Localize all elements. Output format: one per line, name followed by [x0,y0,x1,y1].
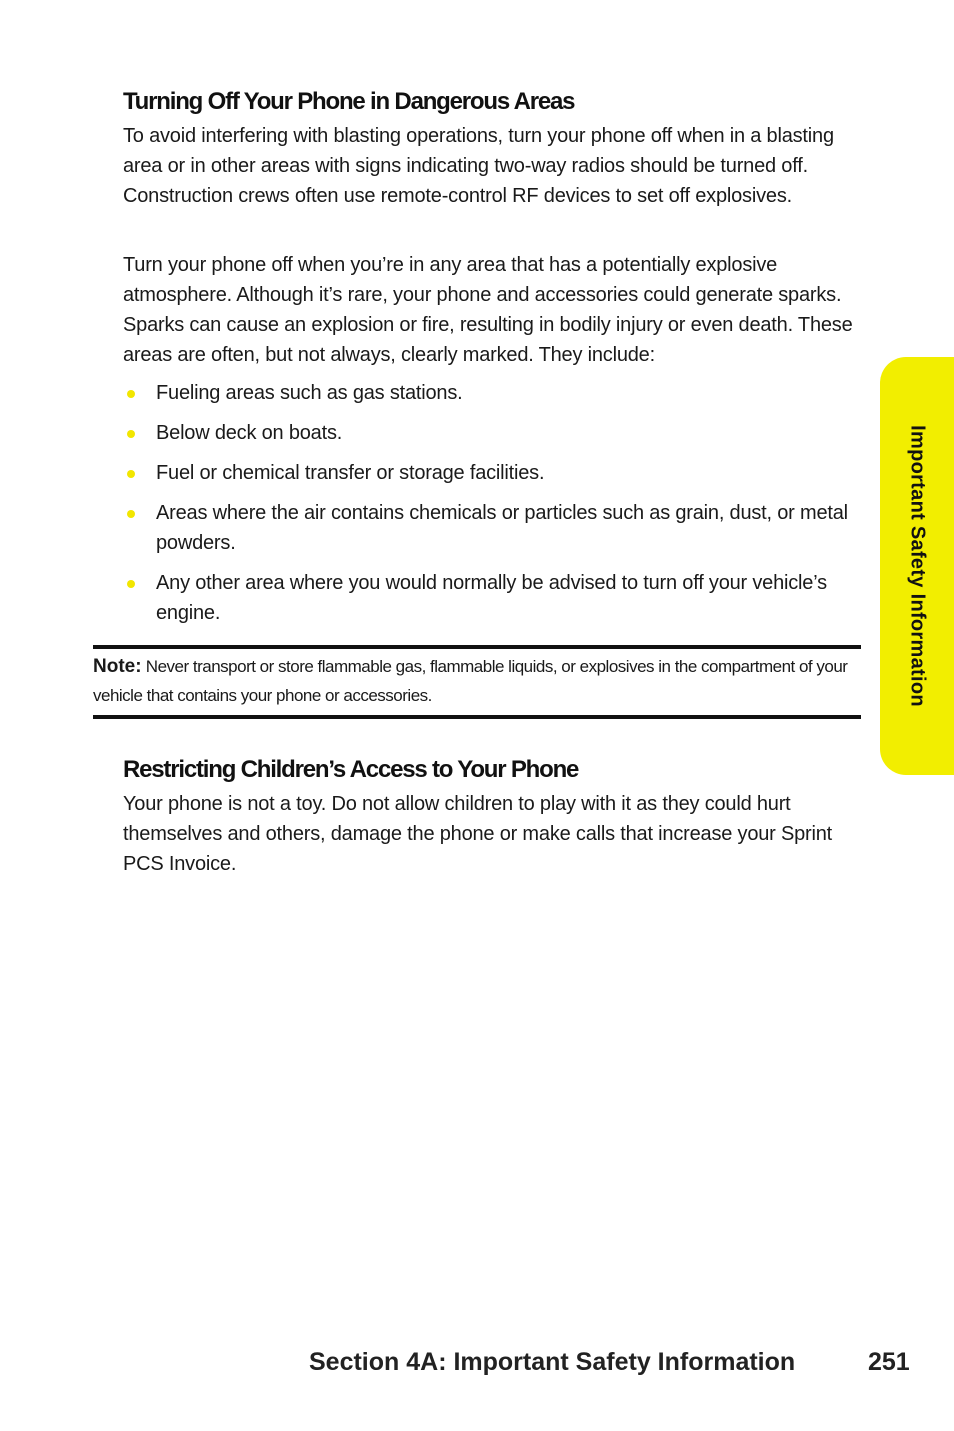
heading-childrens-access: Restricting Children’s Access to Your Phone [123,756,579,783]
note-box [93,652,861,710]
bullet-dot-icon [127,510,135,518]
side-tab-label: Important Safety Information [906,425,929,707]
list-item-text: Any other area where you would normally be advised to turn off your vehicle’s engine. [156,572,827,624]
paragraph-not-a-toy: Your phone is not a toy. Do not allow children to play with it as they could hurt themselves and others, damage the phone or make calls that increase your Sprint PCS Invoice. [123,793,833,875]
heading-dangerous-areas: Turning Off Your Phone in Dangerous Areas [123,88,575,115]
list-item [123,458,863,488]
list-item [123,498,863,558]
list-item-text: Areas where the air contains chemicals or particles such as grain, dust, or metal powders. [156,502,848,554]
dangerous-areas-list [123,378,863,638]
list-item-text: Fueling areas such as gas stations. [156,382,463,404]
bullet-dot-icon [127,470,135,478]
footer-section-title: Section 4A: Important Safety Information [309,1348,796,1376]
note-top-rule [93,645,861,649]
note-text: Never transport or store flammable gas, flammable liquids, or explosives in the compartment of your vehicle that contains your phone or accessories. [93,657,848,705]
list-item [123,568,863,628]
bullet-dot-icon [127,390,135,398]
list-item [123,418,863,448]
list-item-text: Fuel or chemical transfer or storage facilities. [156,462,545,484]
list-item-text: Below deck on boats. [156,422,343,444]
page-number: 251 [868,1348,910,1376]
bullet-dot-icon [127,580,135,588]
bullet-dot-icon [127,430,135,438]
paragraph-explosive-atmosphere: Turn your phone off when you’re in any area that has a potentially explosive atmosphere. Although it’s rare, your phone and accessories could generate sparks. Sparks can cause an explosion or fire, resulting in bodily injury or even death. These areas are often, but not always, clearly marked. They include: [123,254,853,366]
paragraph-blasting: To avoid interfering with blasting operations, turn your phone off when in a blasting area or in other areas with signs indicating two-way radios should be turned off. Construction crews often use remote-control RF devices to set off explosives. [123,125,834,207]
note-bottom-rule [93,715,861,719]
list-item [123,378,863,408]
note-label: Note: [93,656,142,677]
